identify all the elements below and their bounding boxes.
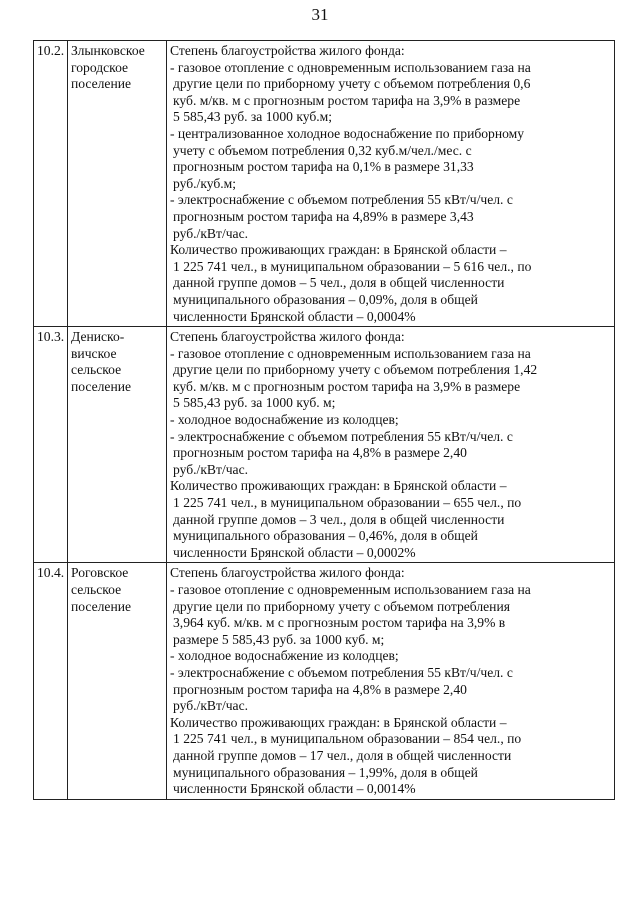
description-line: 5 585,43 руб. за 1000 куб.м;: [173, 109, 333, 125]
description-line: численности Брянской области – 0,0014%: [173, 781, 416, 797]
description-line: - холодное водоснабжение из колодцев;: [170, 648, 399, 664]
table-row: [34, 563, 615, 799]
description-line: Степень благоустройства жилого фонда:: [170, 329, 405, 345]
description-line: 1 225 741 чел., в муниципальном образовании – 854 чел., по: [173, 731, 522, 747]
description-line: данной группе домов – 3 чел., доля в общей численности: [173, 511, 505, 527]
settlement-name-line: Злынковское: [71, 43, 145, 58]
description-line: руб./кВт/час.: [173, 225, 249, 241]
settlement-name-line: сельское: [71, 362, 122, 378]
description-line: 5 585,43 руб. за 1000 куб. м;: [173, 395, 336, 411]
description-line: Количество проживающих граждан: в Брянской области –: [170, 714, 507, 730]
description-line: другие цели по приборному учету с объемом потребления 1,42: [173, 362, 538, 378]
row-number: 10.2.: [34, 41, 68, 327]
description-line: 1 225 741 чел., в муниципальном образовании – 655 чел., по: [173, 495, 522, 511]
description-line: размере 5 585,43 руб. за 1000 куб. м;: [173, 631, 385, 647]
description-line: муниципального образования – 1,99%, доля в общей: [173, 764, 478, 780]
description-line: - централизованное холодное водоснабжение по приборному: [170, 125, 525, 141]
description-line: муниципального образования – 0,09%, доля в общей: [173, 291, 478, 307]
row-number: 10.3.: [34, 327, 68, 563]
description-line: - электроснабжение с объемом потребления 55 кВт/ч/чел. с: [170, 428, 513, 444]
settlement-name: [68, 41, 167, 327]
description-line: - электроснабжение с объемом потребления 55 кВт/ч/чел. с: [170, 664, 513, 680]
settlement-name-line: сельское: [71, 582, 122, 597]
description-line: куб. м/кв. м с прогнозным ростом тарифа на 3,9% в размере: [173, 92, 521, 108]
description-line: прогнозным ростом тарифа на 4,8% в размере 2,40: [173, 445, 467, 461]
page-number: 31: [311, 5, 329, 24]
table-row: [34, 327, 615, 563]
settlements-table: [33, 40, 615, 800]
settlement-name-line: поселение: [71, 76, 132, 92]
description-line: - электроснабжение с объемом потребления 55 кВт/ч/чел. с: [170, 192, 513, 208]
settlement-name-line: городское: [71, 59, 129, 75]
settlement-name: [68, 563, 167, 799]
settlement-name-line: Дениско-: [71, 329, 125, 345]
description-line: другие цели по приборному учету с объемом потребления: [173, 598, 510, 614]
description-line: Количество проживающих граждан: в Брянской области –: [170, 242, 507, 258]
row-number: 10.4.: [34, 563, 68, 799]
description-line: муниципального образования – 0,46%, доля в общей: [173, 528, 478, 544]
description-line: Количество проживающих граждан: в Брянской области –: [170, 478, 507, 494]
housing-description: [167, 41, 615, 327]
description-line: - газовое отопление с одновременным использованием газа на: [170, 345, 531, 361]
description-line: руб./кВт/час.: [173, 698, 249, 714]
settlement-name-line: поселение: [71, 378, 132, 394]
housing-description: [167, 563, 615, 799]
description-line: Степень благоустройства жилого фонда:: [170, 565, 405, 581]
settlement-name-line: поселение: [71, 598, 132, 614]
description-line: численности Брянской области – 0,0002%: [173, 544, 416, 560]
description-line: - газовое отопление с одновременным использованием газа на: [170, 59, 531, 75]
description-line: руб./кВт/час.: [173, 461, 249, 477]
settlement-name-line: вичское: [71, 345, 117, 361]
description-line: прогнозным ростом тарифа на 4,89% в размере 3,43: [173, 208, 474, 224]
description-line: куб. м/кв. м с прогнозным ростом тарифа на 3,9% в размере: [173, 378, 521, 394]
description-line: учету с объемом потребления 0,32 куб.м/чел./мес. с: [173, 142, 472, 158]
description-line: данной группе домов – 17 чел., доля в общей численности: [173, 747, 512, 763]
description-line: - газовое отопление с одновременным использованием газа на: [170, 582, 531, 597]
settlement-name: [68, 327, 167, 563]
description-line: Степень благоустройства жилого фонда:: [170, 43, 405, 58]
description-line: другие цели по приборному учету с объемом потребления 0,6: [173, 76, 531, 92]
settlement-name-line: Роговское: [71, 565, 129, 581]
description-line: прогнозным ростом тарифа на 0,1% в размере 31,33: [173, 159, 474, 175]
description-line: прогнозным ростом тарифа на 4,8% в размере 2,40: [173, 681, 467, 697]
description-line: 1 225 741 чел., в муниципальном образовании – 5 616 чел., по: [173, 258, 532, 274]
housing-description: [167, 327, 615, 563]
description-line: численности Брянской области – 0,0004%: [173, 308, 416, 324]
description-line: 3,964 куб. м/кв. м с прогнозным ростом тарифа на 3,9% в: [173, 615, 506, 631]
description-line: руб./куб.м;: [173, 175, 237, 191]
description-line: - холодное водоснабжение из колодцев;: [170, 412, 399, 428]
description-line: данной группе домов – 5 чел., доля в общей численности: [173, 275, 505, 291]
table-row: [34, 41, 615, 327]
